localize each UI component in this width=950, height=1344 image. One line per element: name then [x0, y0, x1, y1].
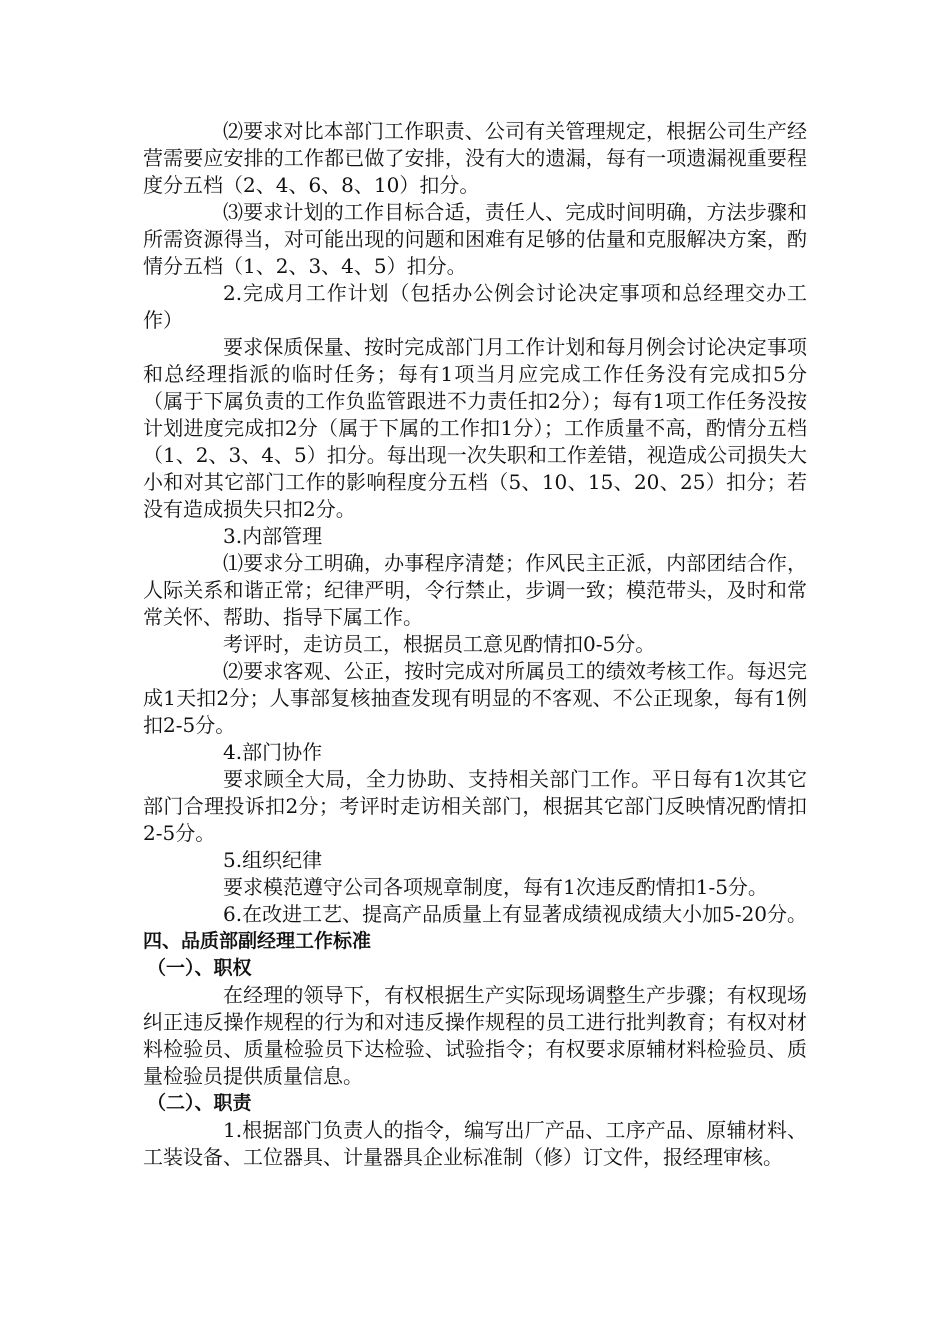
paragraph-quality-improvement: 6.在改进工艺、提高产品质量上有显著成绩视成绩大小加5-20分。	[223, 902, 808, 926]
section-discipline: 5.组织纪律	[223, 848, 323, 872]
paragraph-plan-targets: ⑶要求计划的工作目标合适，责任人、完成时间明确，方法步骤和所需资源得当，对可能出现的问题和困难有足够的估量和克服解决方案，酌情分五档（1、2、3、4、5）扣分。	[143, 200, 807, 278]
paragraph-authority: 在经理的领导下，有权根据生产实际现场调整生产步骤；有权现场纠正违反操作规程的行为和对违反操作规程的员工进行批判教育；有权对材料检验员、质量检验员下达检验、试验指令；有权要求原辅材料检验员、质量检验员提供质量信息。	[143, 983, 807, 1088]
paragraph-duty-standards: 1.根据部门负责人的指令，编写出厂产品、工序产品、原辅材料、工装设备、工位器具、计量器具企业标准制（修）订文件，报经理审核。	[143, 1118, 807, 1169]
subheading-duties: （二）、职责	[147, 1092, 252, 1114]
heading-deputy-manager-standards: 四、品质部副经理工作标准	[143, 930, 372, 952]
section-department-cooperation: 4.部门协作	[223, 740, 323, 764]
paragraph-division-of-work: ⑴要求分工明确，办事程序清楚；作风民主正派，内部团结合作，人际关系和谐正常；纪律严明，令行禁止，步调一致；模范带头，及时和常常关怀、帮助、指导下属工作。	[143, 551, 807, 629]
subheading-authority: （一）、职权	[147, 957, 252, 979]
section-internal-management: 3.内部管理	[223, 524, 323, 548]
paragraph-discipline-requirements: 要求模范遵守公司各项规章制度，每有1次违反酌情扣1-5分。	[223, 875, 768, 899]
section-monthly-plan: 2.完成月工作计划（包括办公例会讨论决定事项和总经理交办工作）	[143, 281, 807, 332]
paragraph-plan-coverage: ⑵要求对比本部门工作职责、公司有关管理规定，根据公司生产经营需要应安排的工作都已做了安排，没有大的遗漏，每有一项遗漏视重要程度分五档（2、4、6、8、10）扣分。	[143, 119, 807, 197]
paragraph-performance-review: ⑵要求客观、公正，按时完成对所属员工的绩效考核工作。每迟完成1天扣2分；人事部复核抽查发现有明显的不客观、不公正现象，每有1例扣2-5分。	[143, 659, 807, 737]
paragraph-monthly-plan-requirements: 要求保质保量、按时完成部门月工作计划和每月例会讨论决定事项和总经理指派的临时任务；每有1项当月应完成工作任务没有完成扣5分（属于下属负责的工作负监管跟进不力责任扣2分）；每有1项工作任务没按计划进度完成扣2分（属于下属的工作扣1分）；工作质量不高，酌情分五档（1、2、3、4、5）扣分。每出现一次失职和工作差错，视造成公司损失大小和对其它部门工作的影响程度分五档（5、10、15、20、25）扣分；若没有造成损失只扣2分。	[143, 335, 807, 521]
paragraph-employee-interview: 考评时，走访员工，根据员工意见酌情扣0-5分。	[223, 632, 656, 656]
paragraph-cooperation-requirements: 要求顾全大局，全力协助、支持相关部门工作。平日每有1次其它部门合理投诉扣2分；考评时走访相关部门，根据其它部门反映情况酌情扣2-5分。	[143, 767, 807, 845]
document-page	[143, 118, 807, 1171]
